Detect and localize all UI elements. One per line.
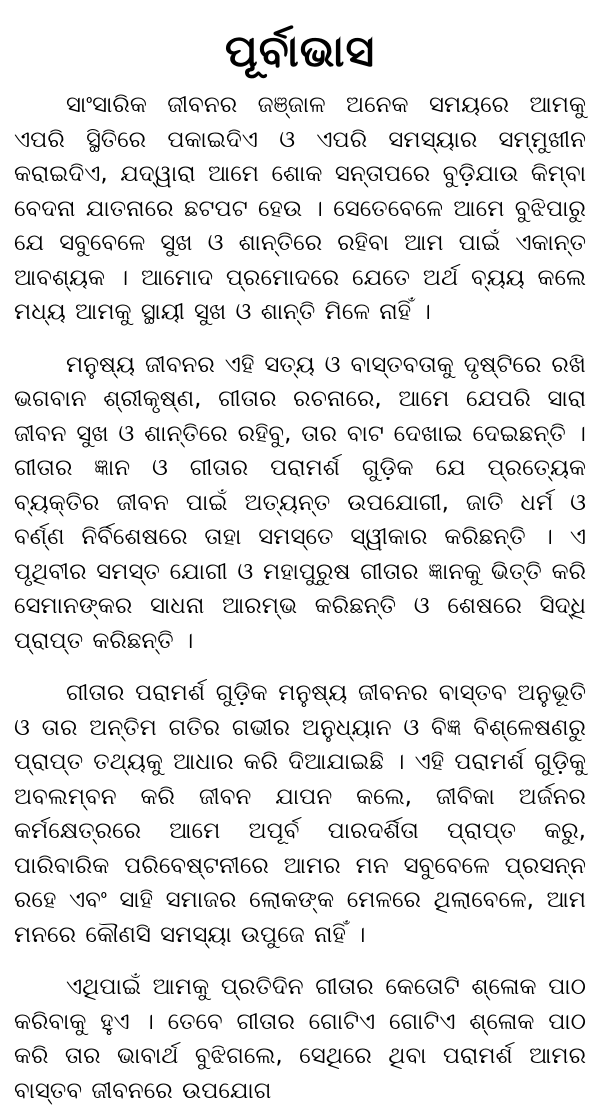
paragraph-2: ମନୁଷ୍ୟ ଜୀବନର ଏହି ସତ୍ୟ ଓ ବାସ୍ତବତାକୁ ଦୃଷ୍ଟିରେ ରଖି ଭଗବାନ ଶ୍ରୀକୃଷ୍ଣ, ଗୀତାର ରଚନାରେ, ଆମେ ଯେପରି ସାରା ଜୀବନ ସୁଖ ଓ ଶାନ୍ତିରେ ରହିବୁ, ତାର ବାଟ ଦେଖାଇ ଦେଇଛନ୍ତି । ଗୀତାର ଜ୍ଞାନ ଓ ଗୀତାର ପରାମର୍ଶ ଗୁଡ଼ିକ ଯେ ପ୍ରତ୍ୟେକ ବ୍ୟକ୍ତିର ଜୀବନ ପାଇଁ ଅତ୍ୟନ୍ତ ଉପଯୋଗୀ, ଜାତି ଧର୍ମ ଓ ବର୍ଣ୍ଣ ନିର୍ବିଶେଷରେ ତାହା ସମସ୍ତେ ସ୍ୱୀକାର କରିଛନ୍ତି । ଏ ପୃଥିବୀର ସମସ୍ତ ଯୋଗୀ ଓ ମହାପୁରୁଷ ଗୀତାର ଜ୍ଞାନକୁ ଭିତ୍ତି କରି ସେମାନଙ୍କର ସାଧନା ଆରମ୍ଭ କରିଛନ୍ତି ଓ ଶେଷରେ ସିଦ୍ଧି ପ୍ରାପ୍ତ କରିଛନ୍ତି ।	[14, 351, 586, 654]
paragraph-3: ଗୀତାର ପରାମର୍ଶ ଗୁଡ଼ିକ ମନୁଷ୍ୟ ଜୀବନର ବାସ୍ତବ ଅନୁଭୂତି ଓ ତାର ଅନ୍ତିମ ଗତିର ଗଭୀର ଅନୁଧ୍ୟାନ ଓ ବିଜ୍ଞ ବିଶ୍ଳେଷଣରୁ ପ୍ରାପ୍ତ ତଥ୍ୟକୁ ଆଧାର କରି ଦିଆଯାଇଛି । ଏହି ପରାମର୍ଶ ଗୁଡ଼ିକୁ ଅବଲମ୍ବନ କରି ଜୀବନ ଯାପନ କଲେ, ଜୀବିକା ଅର୍ଜନର କର୍ମକ୍ଷେତ୍ରରେ ଆମେ ଅପୂର୍ବ ପାରଦର୍ଶିତା ପ୍ରାପ୍ତ କରୁ, ପାରିବାରିକ ପରିବେଷ୍ଟନୀରେ ଆମର ମନ ସବୁବେଳେ ପ୍ରସନ୍ନ ରହେ ଏବଂ ସାହି ସମାଜର ଲୋକଙ୍କ ମେଳରେ ଥିଲାବେଳେ, ଆମ ମନରେ କୌଣସି ସମସ୍ୟା ଉପୁଜେ ନାହିଁ ।	[14, 680, 586, 948]
paragraph-4: ଏଥିପାଇଁ ଆମକୁ ପ୍ରତିଦିନ ଗୀତାର କେତୋଟି ଶ୍ଳୋକ ପାଠ କରିବାକୁ ହୁଏ । ତେବେ ଗୀତାର ଗୋଟିଏ ଗୋଟିଏ ଶ୍ଳୋକ ପାଠ କରି ତାର ଭାବାର୍ଥ ବୁଝିଗଲେ, ସେଥିରେ ଥିବା ପରାମର୍ଶ ଆମର ବାସ୍ତବ ଜୀବନରେ ଉପଯୋଗ	[14, 974, 586, 1104]
page-title: ପୂର୍ବାଭାସ	[224, 26, 376, 77]
paragraph-1: ସାଂସାରିକ ଜୀବନର ଜଞ୍ଜାଳ ଅନେକ ସମୟରେ ଆମକୁ ଏପରି ସ୍ଥିତିରେ ପକାଇଦିଏ ଓ ଏପରି ସମସ୍ୟାର ସମ୍ମୁଖୀନ କରାଇଦିଏ, ଯଦ୍ୱାରା ଆମେ ଶୋକ ସନ୍ତାପରେ ବୁଡ଼ିଯାଉ କିମ୍ବା ବେଦନା ଯାତନାରେ ଛଟପଟ ହେଉ । ସେତେବେଳେ ଆମେ ବୁଝିପାରୁ ଯେ ସବୁବେଳେ ସୁଖ ଓ ଶାନ୍ତିରେ ରହିବା ଆମ ପାଇଁ ଏକାନ୍ତ ଆବଶ୍ୟକ । ଆମୋଦ ପ୍ରମୋଦରେ ଯେତେ ଅର୍ଥ ବ୍ୟୟ କଲେ ମଧ୍ୟ ଆମକୁ ସ୍ଥାୟୀ ସୁଖ ଓ ଶାନ୍ତି ମିଳେ ନାହିଁ ।	[14, 92, 586, 325]
